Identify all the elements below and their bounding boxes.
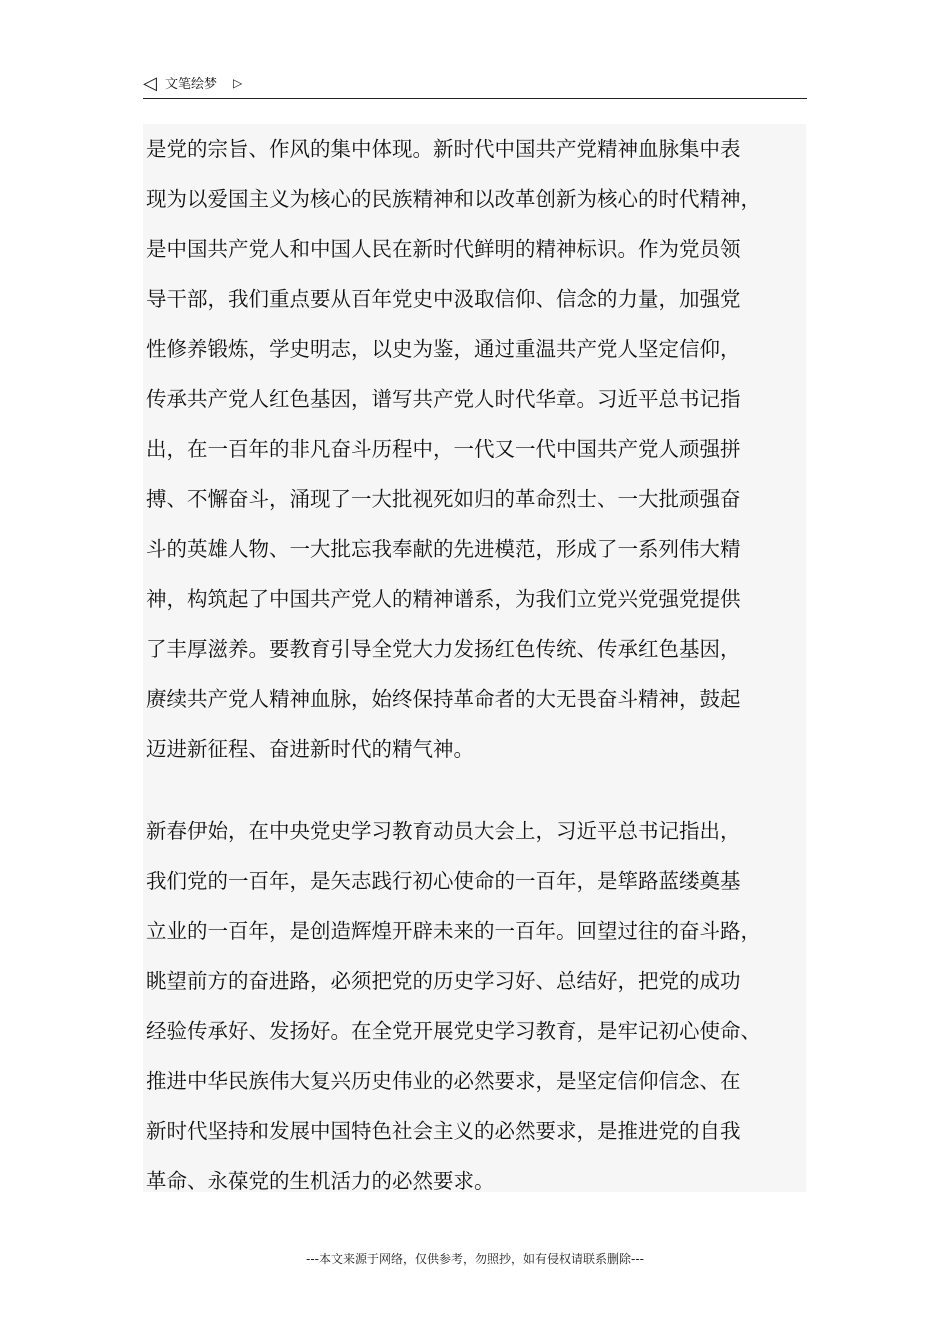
header-title: 文笔绘梦 [165, 77, 218, 92]
text-line: 是中国共产党人和中国人民在新时代鲜明的精神标识。作为党员领 [146, 237, 741, 261]
text-line: 立业的一百年，是创造辉煌开辟未来的一百年。回望过往的奋斗路， [146, 919, 761, 943]
triangle-right-icon: ▷ [233, 76, 243, 90]
text-line: 搏、不懈奋斗，涌现了一大批视死如归的革命烈士、一大批顽强奋 [146, 487, 741, 511]
text-line: 了丰厚滋养。要教育引导全党大力发扬红色传统、传承红色基因， [146, 637, 741, 661]
text-line: 眺望前方的奋进路，必须把党的历史学习好、总结好，把党的成功 [146, 969, 741, 993]
text-line: 赓续共产党人精神血脉，始终保持革命者的大无畏奋斗精神，鼓起 [146, 687, 741, 711]
text-line: 新春伊始，在中央党史学习教育动员大会上，习近平总书记指出， [146, 819, 741, 843]
text-line: 导干部，我们重点要从百年党史中汲取信仰、信念的力量，加强党 [146, 287, 741, 311]
text-line: 新时代坚持和发展中国特色社会主义的必然要求，是推进党的自我 [146, 1119, 741, 1143]
text-line: 出，在一百年的非凡奋斗历程中，一代又一代中国共产党人顽强拼 [146, 437, 741, 461]
triangle-left-icon: ◁ [143, 73, 157, 94]
text-line: 革命、永葆党的生机活力的必然要求。 [146, 1169, 495, 1193]
page-footer: ---本文来源于网络，仅供参考，勿照抄，如有侵权请联系删除--- [306, 1252, 644, 1266]
text-line: 迈进新征程、奋进新时代的精气神。 [146, 737, 474, 761]
text-line: 神，构筑起了中国共产党人的精神谱系，为我们立党兴党强党提供 [146, 587, 741, 611]
document-body [143, 124, 806, 1192]
text-line: 推进中华民族伟大复兴历史伟业的必然要求，是坚定信仰信念、在 [146, 1069, 741, 1093]
text-line: 性修养锻炼，学史明志，以史为鉴，通过重温共产党人坚定信仰， [146, 337, 741, 361]
text-line: 传承共产党人红色基因，谱写共产党人时代华章。习近平总书记指 [146, 387, 741, 411]
page-header [143, 72, 807, 99]
text-line: 经验传承好、发扬好。在全党开展党史学习教育，是牢记初心使命、 [146, 1019, 761, 1043]
text-line: 斗的英雄人物、一大批忘我奉献的先进模范，形成了一系列伟大精 [146, 537, 741, 561]
text-line: 现为以爱国主义为核心的民族精神和以改革创新为核心的时代精神， [146, 187, 761, 211]
text-line: 我们党的一百年，是矢志践行初心使命的一百年，是筚路蓝缕奠基 [146, 869, 741, 893]
paragraph-1 [143, 124, 806, 774]
text-line: 是党的宗旨、作风的集中体现。新时代中国共产党精神血脉集中表 [146, 137, 741, 161]
paragraph-2 [143, 806, 806, 1206]
paragraph-gap [143, 774, 806, 806]
